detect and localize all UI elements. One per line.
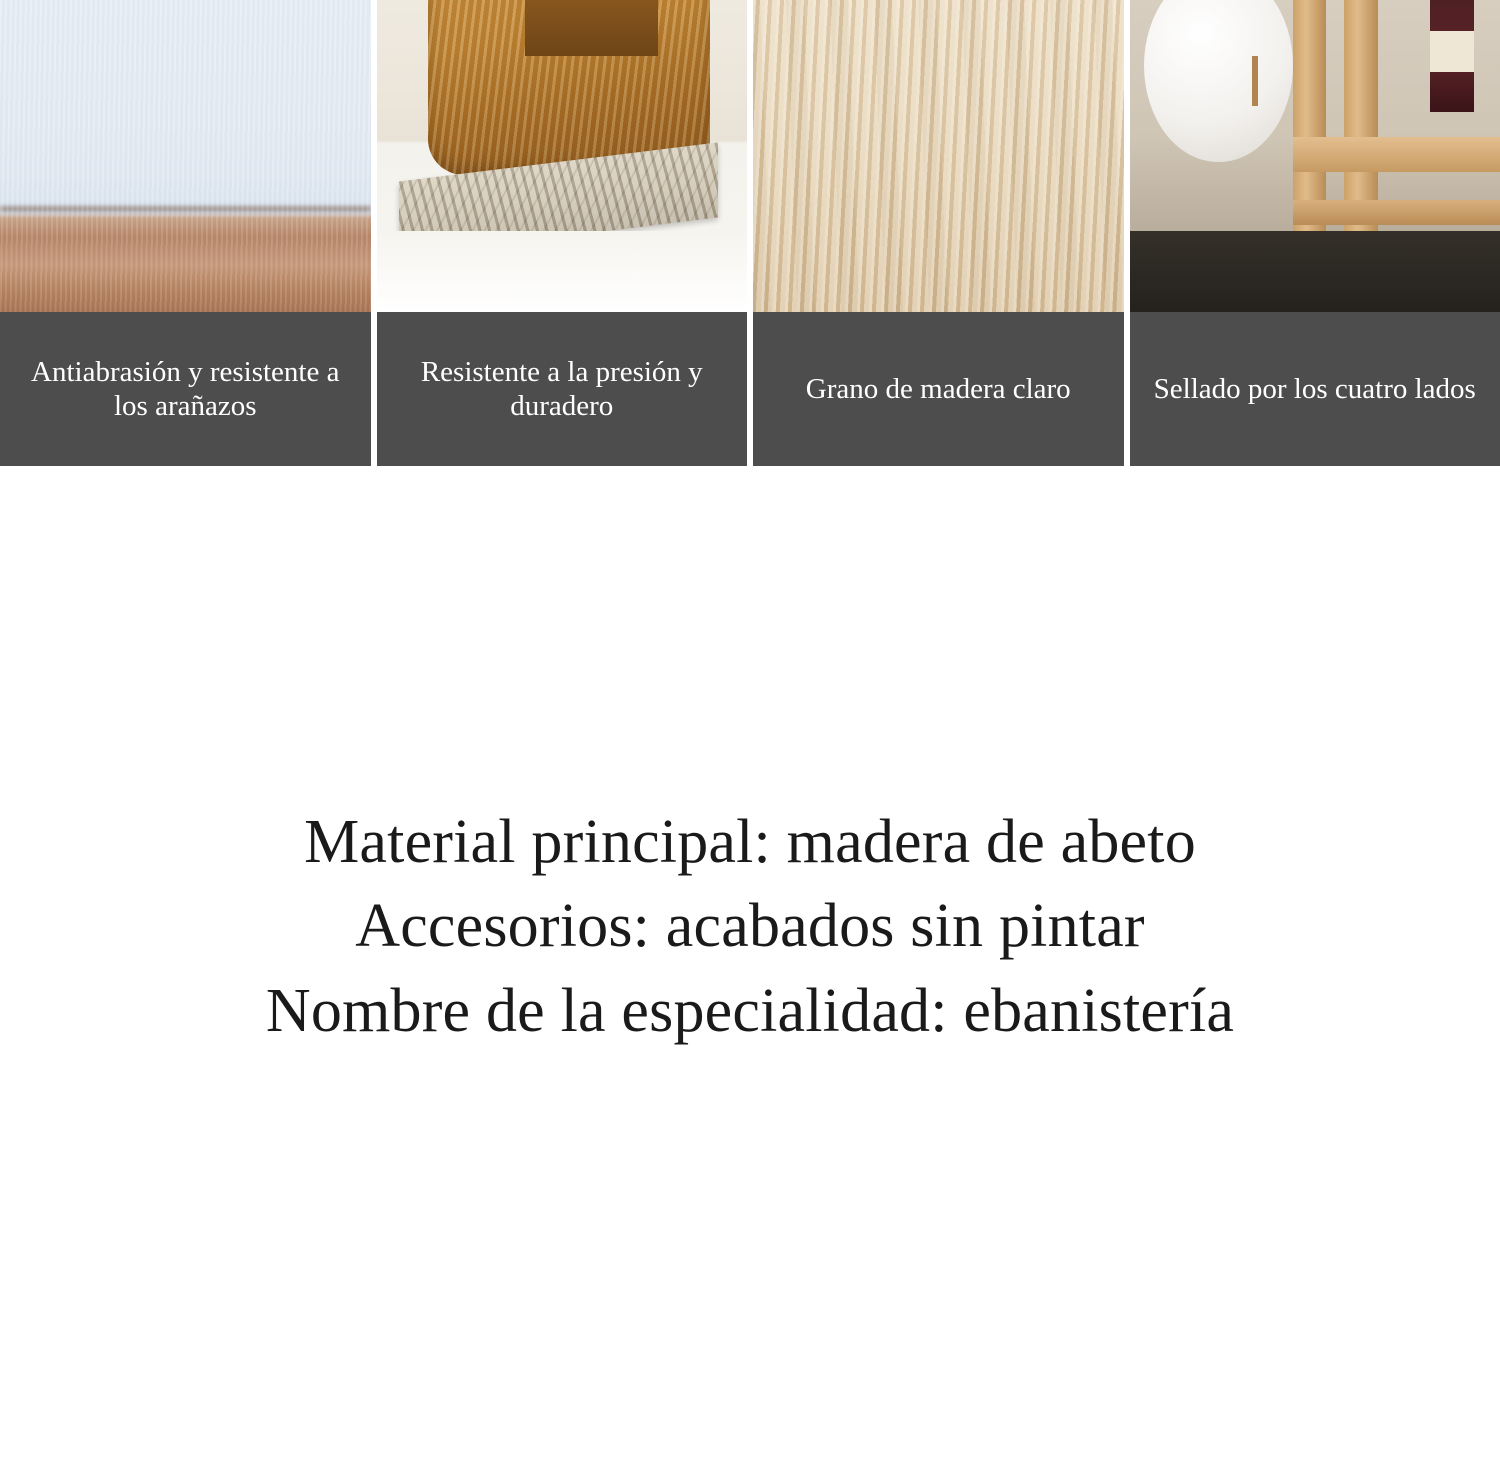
rack-rail-lower [1293, 200, 1500, 225]
particle-board-shelf-photo [377, 0, 748, 312]
specification-block [0, 800, 1500, 1053]
shelf-base-surface [377, 231, 748, 312]
spec-line-accessories: Accesorios: acabados sin pintar [355, 892, 1145, 961]
wooden-peg [1252, 56, 1258, 106]
rack-post-left [1293, 0, 1326, 268]
board-edge-shadow [0, 206, 371, 212]
light-wood-grain-photo [753, 0, 1124, 312]
feature-card-2 [377, 0, 748, 466]
wine-rack-detail-photo [1130, 0, 1500, 312]
rack-post-right [1344, 0, 1377, 268]
painted-board-edge-photo [0, 0, 371, 312]
feature-caption-4: Sellado por los cuatro lados [1130, 312, 1500, 466]
rack-rail-upper [1293, 137, 1500, 171]
feature-caption-2: Resistente a la presión y duradero [377, 312, 748, 466]
feature-strip [0, 0, 1500, 466]
spec-line-specialty: Nombre de la especialidad: ebanistería [265, 976, 1235, 1045]
floor-surface [1130, 231, 1500, 312]
shelf-riser [525, 0, 658, 56]
feature-caption-3: Grano de madera claro [753, 312, 1124, 466]
spec-line-material: Material principal: madera de abeto [304, 808, 1196, 876]
feature-caption-1: Antiabrasión y resistente a los arañazos [0, 312, 371, 466]
feature-card-1 [0, 0, 371, 466]
feature-card-3 [753, 0, 1124, 466]
wine-bottle-label [1430, 31, 1474, 72]
feature-card-4 [1130, 0, 1500, 466]
